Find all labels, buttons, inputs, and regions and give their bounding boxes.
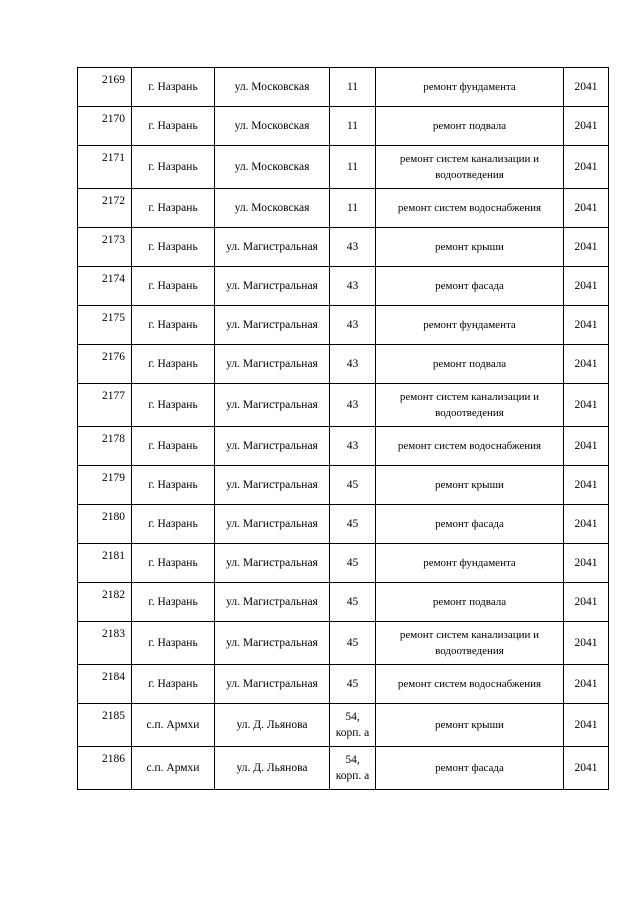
- table-row: [78, 704, 609, 747]
- locality-cell: г. Назрань: [132, 583, 215, 622]
- street-cell: ул. Магистральная: [215, 384, 330, 427]
- year-cell: 2041: [564, 622, 609, 665]
- locality-cell: г. Назрань: [132, 665, 215, 704]
- table-row: [78, 505, 609, 544]
- work-type-cell: ремонт фасада: [376, 267, 564, 306]
- work-type-cell: ремонт фундамента: [376, 306, 564, 345]
- work-type-cell: ремонт фасада: [376, 505, 564, 544]
- locality-cell: г. Назрань: [132, 228, 215, 267]
- year-cell: 2041: [564, 665, 609, 704]
- work-type-cell: ремонт систем канализации и водоотведения: [376, 622, 564, 665]
- street-cell: ул. Московская: [215, 146, 330, 189]
- year-cell: 2041: [564, 747, 609, 790]
- locality-cell: г. Назрань: [132, 146, 215, 189]
- row-number: 2177: [78, 384, 132, 427]
- locality-cell: г. Назрань: [132, 427, 215, 466]
- table-row: [78, 189, 609, 228]
- house-number-cell: 54, корп. а: [330, 747, 376, 790]
- table-row: [78, 306, 609, 345]
- table-row: [78, 228, 609, 267]
- street-cell: ул. Московская: [215, 107, 330, 146]
- table-body: [78, 68, 609, 790]
- row-number: 2175: [78, 306, 132, 345]
- work-type-cell: ремонт крыши: [376, 228, 564, 267]
- house-number-cell: 43: [330, 306, 376, 345]
- street-cell: ул. Магистральная: [215, 665, 330, 704]
- row-number: 2182: [78, 583, 132, 622]
- table-row: [78, 427, 609, 466]
- year-cell: 2041: [564, 704, 609, 747]
- locality-cell: с.п. Армхи: [132, 704, 215, 747]
- work-type-cell: ремонт систем канализации и водоотведения: [376, 146, 564, 189]
- row-number: 2176: [78, 345, 132, 384]
- locality-cell: с.п. Армхи: [132, 747, 215, 790]
- work-type-cell: ремонт крыши: [376, 466, 564, 505]
- year-cell: 2041: [564, 189, 609, 228]
- work-type-cell: ремонт фундамента: [376, 544, 564, 583]
- street-cell: ул. Магистральная: [215, 505, 330, 544]
- house-number-cell: 11: [330, 189, 376, 228]
- locality-cell: г. Назрань: [132, 345, 215, 384]
- work-type-cell: ремонт подвала: [376, 583, 564, 622]
- year-cell: 2041: [564, 267, 609, 306]
- row-number: 2185: [78, 704, 132, 747]
- table-row: [78, 384, 609, 427]
- row-number: 2181: [78, 544, 132, 583]
- locality-cell: г. Назрань: [132, 384, 215, 427]
- row-number: 2171: [78, 146, 132, 189]
- street-cell: ул. Д. Льянова: [215, 747, 330, 790]
- year-cell: 2041: [564, 505, 609, 544]
- row-number: 2170: [78, 107, 132, 146]
- work-type-cell: ремонт систем водоснабжения: [376, 427, 564, 466]
- street-cell: ул. Московская: [215, 189, 330, 228]
- table-row: [78, 267, 609, 306]
- street-cell: ул. Магистральная: [215, 583, 330, 622]
- street-cell: ул. Д. Льянова: [215, 704, 330, 747]
- table-row: [78, 466, 609, 505]
- year-cell: 2041: [564, 384, 609, 427]
- row-number: 2184: [78, 665, 132, 704]
- house-number-cell: 45: [330, 466, 376, 505]
- work-type-cell: ремонт систем канализации и водоотведения: [376, 384, 564, 427]
- year-cell: 2041: [564, 146, 609, 189]
- work-type-cell: ремонт подвала: [376, 107, 564, 146]
- work-type-cell: ремонт подвала: [376, 345, 564, 384]
- house-number-cell: 43: [330, 228, 376, 267]
- house-number-cell: 45: [330, 505, 376, 544]
- house-number-cell: 11: [330, 68, 376, 107]
- house-number-cell: 43: [330, 384, 376, 427]
- house-number-cell: 43: [330, 427, 376, 466]
- table-row: [78, 583, 609, 622]
- street-cell: ул. Магистральная: [215, 466, 330, 505]
- work-type-cell: ремонт фундамента: [376, 68, 564, 107]
- house-number-cell: 45: [330, 622, 376, 665]
- locality-cell: г. Назрань: [132, 189, 215, 228]
- year-cell: 2041: [564, 544, 609, 583]
- row-number: 2174: [78, 267, 132, 306]
- house-number-cell: 43: [330, 267, 376, 306]
- house-number-cell: 45: [330, 583, 376, 622]
- row-number: 2179: [78, 466, 132, 505]
- row-number: 2183: [78, 622, 132, 665]
- locality-cell: г. Назрань: [132, 267, 215, 306]
- work-type-cell: ремонт систем водоснабжения: [376, 665, 564, 704]
- street-cell: ул. Магистральная: [215, 306, 330, 345]
- house-number-cell: 11: [330, 146, 376, 189]
- year-cell: 2041: [564, 107, 609, 146]
- locality-cell: г. Назрань: [132, 544, 215, 583]
- table-row: [78, 68, 609, 107]
- repair-schedule-table: [77, 67, 609, 790]
- table-row: [78, 544, 609, 583]
- street-cell: ул. Магистральная: [215, 544, 330, 583]
- locality-cell: г. Назрань: [132, 466, 215, 505]
- table-row: [78, 345, 609, 384]
- year-cell: 2041: [564, 583, 609, 622]
- row-number: 2186: [78, 747, 132, 790]
- locality-cell: г. Назрань: [132, 306, 215, 345]
- house-number-cell: 43: [330, 345, 376, 384]
- street-cell: ул. Московская: [215, 68, 330, 107]
- table-row: [78, 107, 609, 146]
- row-number: 2178: [78, 427, 132, 466]
- year-cell: 2041: [564, 427, 609, 466]
- locality-cell: г. Назрань: [132, 107, 215, 146]
- house-number-cell: 54, корп. а: [330, 704, 376, 747]
- street-cell: ул. Магистральная: [215, 622, 330, 665]
- year-cell: 2041: [564, 306, 609, 345]
- row-number: 2180: [78, 505, 132, 544]
- row-number: 2169: [78, 68, 132, 107]
- year-cell: 2041: [564, 466, 609, 505]
- table-row: [78, 622, 609, 665]
- street-cell: ул. Магистральная: [215, 228, 330, 267]
- year-cell: 2041: [564, 345, 609, 384]
- street-cell: ул. Магистральная: [215, 427, 330, 466]
- house-number-cell: 45: [330, 665, 376, 704]
- row-number: 2172: [78, 189, 132, 228]
- street-cell: ул. Магистральная: [215, 267, 330, 306]
- table-row: [78, 747, 609, 790]
- locality-cell: г. Назрань: [132, 68, 215, 107]
- locality-cell: г. Назрань: [132, 622, 215, 665]
- work-type-cell: ремонт систем водоснабжения: [376, 189, 564, 228]
- house-number-cell: 45: [330, 544, 376, 583]
- locality-cell: г. Назрань: [132, 505, 215, 544]
- house-number-cell: 11: [330, 107, 376, 146]
- table-row: [78, 665, 609, 704]
- year-cell: 2041: [564, 228, 609, 267]
- year-cell: 2041: [564, 68, 609, 107]
- row-number: 2173: [78, 228, 132, 267]
- work-type-cell: ремонт крыши: [376, 704, 564, 747]
- table-row: [78, 146, 609, 189]
- street-cell: ул. Магистральная: [215, 345, 330, 384]
- work-type-cell: ремонт фасада: [376, 747, 564, 790]
